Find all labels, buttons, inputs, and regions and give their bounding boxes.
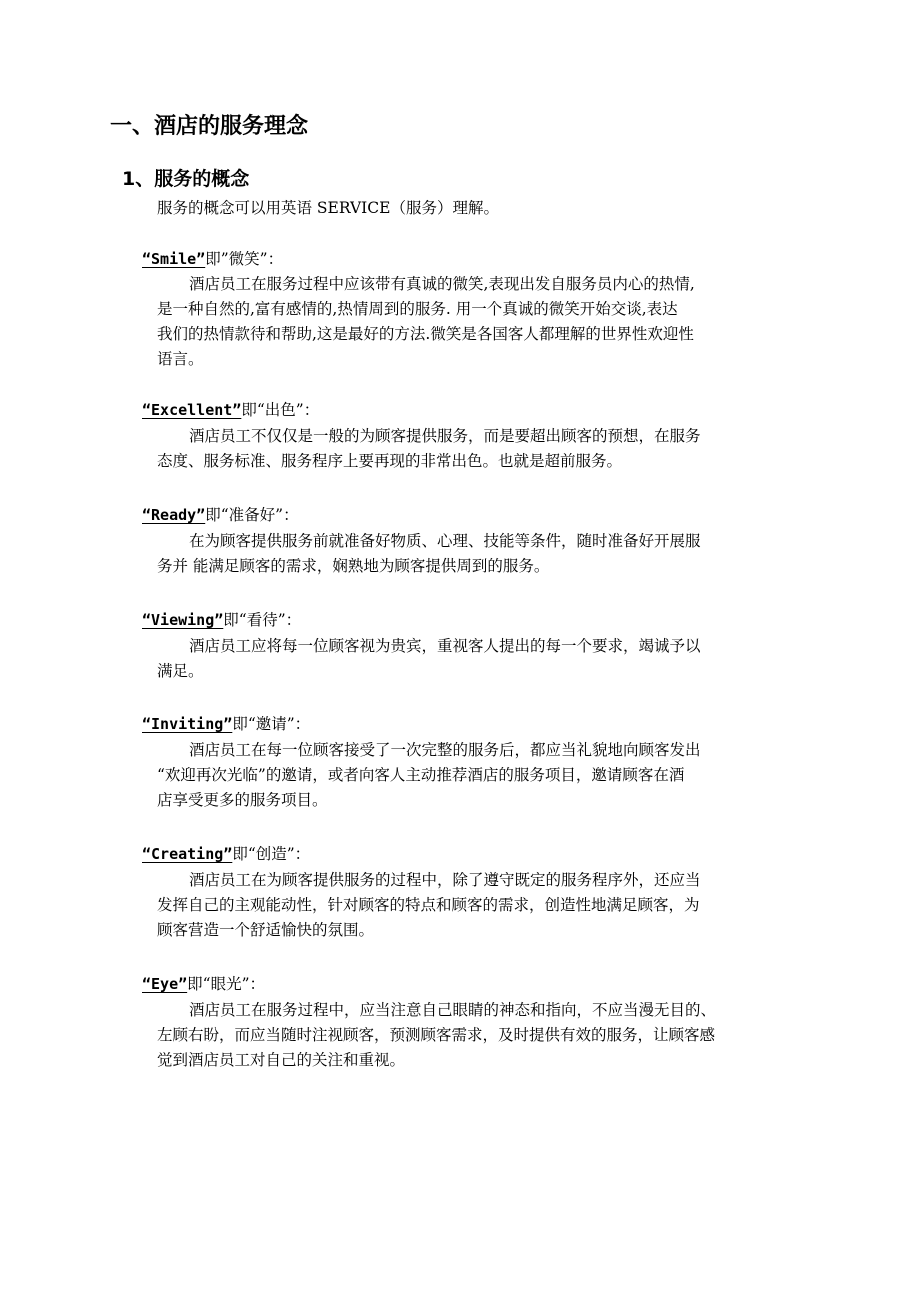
- paragraph-line: 酒店员工在服务过程中，应当注意自己眼睛的神态和指向，不应当漫无目的、: [189, 1001, 717, 1019]
- term-meaning: 即“出色”：: [241, 401, 320, 419]
- section-heading: 一、酒店的服务理念: [110, 114, 309, 139]
- paragraph-smile: [157, 272, 695, 372]
- paragraph-line: 我们的热情款待和帮助,这是最好的方法.微笑是各国客人都理解的世界性欢迎性: [157, 325, 694, 343]
- paragraph-line: 酒店员工在服务过程中应该带有真诚的微笑,表现出发自服务员内心的热情,: [189, 275, 695, 293]
- paragraph-line: 顾客营造一个舒适愉快的氛围。: [157, 921, 375, 939]
- term-keyword: “Viewing”: [142, 611, 224, 629]
- paragraph-line: 酒店员工应将每一位顾客视为贵宾，重视客人提出的每一个要求，竭诚予以: [189, 637, 701, 655]
- paragraph-viewing: [157, 634, 701, 684]
- paragraph-inviting: [157, 738, 701, 813]
- term-keyword: “Ready”: [142, 506, 206, 524]
- term-keyword: “Inviting”: [142, 715, 233, 733]
- term-excellent: [142, 398, 319, 422]
- paragraph-line: 酒店员工在每一位顾客接受了一次完整的服务后，都应当礼貌地向顾客发出: [189, 741, 701, 759]
- paragraph-line: 务并 能满足顾客的需求，娴熟地为顾客提供周到的服务。: [157, 557, 550, 575]
- paragraph-line: 店享受更多的服务项目。: [157, 791, 328, 809]
- paragraph-line: 是一种自然的,富有感情的,热情周到的服务. 用一个真诚的微笑开始交谈,表达: [157, 300, 678, 318]
- term-smile: [142, 247, 283, 271]
- paragraph-line: 酒店员工不仅仅是一般的为顾客提供服务，而是要超出顾客的预想，在服务: [189, 427, 701, 445]
- paragraph-eye: [157, 998, 716, 1073]
- term-ready: [142, 503, 299, 527]
- term-inviting: [142, 712, 310, 736]
- term-meaning: 即“准备好”：: [205, 506, 299, 524]
- paragraph-line: 态度、服务标准、服务程序上要再现的非常出色。也就是超前服务。: [157, 452, 623, 470]
- term-viewing: [142, 608, 301, 632]
- paragraph-line: “欢迎再次光临”的邀请，或者向客人主动推荐酒店的服务项目，邀请顾客在酒: [157, 766, 685, 784]
- paragraph-ready: [157, 529, 701, 579]
- paragraph-creating: [157, 868, 701, 943]
- paragraph-line: 左顾右盼，而应当随时注视顾客，预测顾客需求，及时提供有效的服务，让顾客感: [157, 1026, 716, 1044]
- term-keyword: “Creating”: [142, 845, 233, 863]
- paragraph-excellent: [157, 424, 701, 474]
- paragraph-line: 酒店员工在为顾客提供服务的过程中，除了遵守既定的服务程序外，还应当: [189, 871, 701, 889]
- paragraph-line: 发挥自己的主观能动性，针对顾客的特点和顾客的需求，创造性地满足顾客，为: [157, 896, 700, 914]
- term-meaning: 即“眼光”：: [187, 975, 266, 993]
- paragraph-line: 满足。: [157, 662, 204, 680]
- paragraph-line: 语言。: [157, 350, 204, 368]
- term-meaning: 即”微笑”：: [205, 250, 284, 268]
- term-keyword: “Excellent”: [142, 401, 242, 419]
- term-meaning: 即“看待”：: [223, 611, 302, 629]
- term-meaning: 即“创造”：: [232, 845, 311, 863]
- term-keyword: “Smile”: [142, 250, 206, 268]
- intro-text: 服务的概念可以用英语 SERVICE（服务）理解。: [157, 199, 499, 217]
- term-keyword: “Eye”: [142, 975, 188, 993]
- term-eye: [142, 972, 265, 996]
- term-meaning: 即“邀请”：: [232, 715, 311, 733]
- paragraph-line: 在为顾客提供服务前就准备好物质、心理、技能等条件，随时准备好开展服: [189, 532, 701, 550]
- term-creating: [142, 842, 310, 866]
- subsection-heading: 1、服务的概念: [122, 168, 250, 190]
- paragraph-line: 觉到酒店员工对自己的关注和重视。: [157, 1051, 406, 1069]
